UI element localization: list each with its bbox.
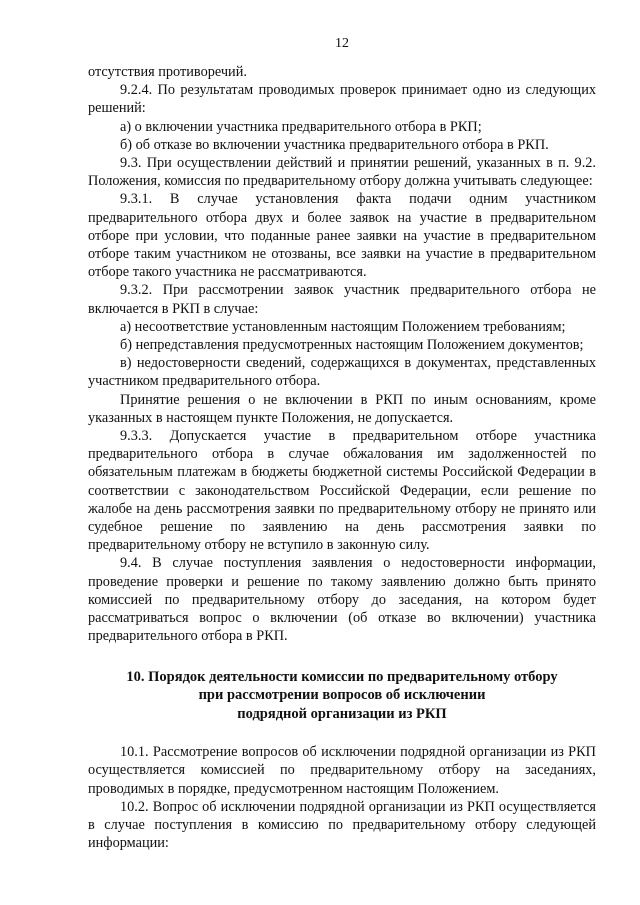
heading-line-3: подрядной организации из РКП	[237, 705, 447, 722]
paragraph: Принятие решения о не включении в РКП по иным основаниям, кроме указанных в настоящем пункте Положения, не допускается.	[88, 391, 596, 426]
paragraph: б) непредставления предусмотренных настоящим Положением документов;	[120, 337, 584, 354]
paragraph: 9.2.4. По результатам проводимых проверок принимает одно из следующих решений:	[88, 82, 596, 117]
paragraph: 10.1. Рассмотрение вопросов об исключении подрядной организации из РКП осуществляется комиссией по предварительному отбору на заседаниях, проводимых в порядке, предусмотренном настоящим Положением.	[88, 744, 596, 797]
document-page	[88, 0, 596, 905]
paragraph: в) недостоверности сведений, содержащихся в документах, представленных участником предварительного отбора.	[88, 355, 596, 390]
paragraph: а) несоответствие установленным настоящим Положением требованиям;	[120, 318, 566, 335]
paragraph: а) о включении участника предварительного отбора в РКП;	[120, 118, 482, 135]
paragraph: 9.4. В случае поступления заявления о недостоверности информации, проведение проверки и решение по такому заявлению должно быть принято комиссией по предварительному отбору до заседания, на котором будет рассматриваться вопрос о включении (об отказе во включении) участника предварительного отбора в РКП.	[88, 555, 596, 645]
document-body	[88, 63, 596, 853]
paragraph: 9.3.2. При рассмотрении заявок участник предварительного отбора не включается в РКП в случае:	[88, 282, 596, 317]
paragraph: отсутствия противоречий.	[88, 64, 247, 80]
section-heading	[88, 668, 596, 724]
heading-line-1: 10. Порядок деятельности комиссии по предварительному отбору	[126, 668, 558, 685]
paragraph: 10.2. Вопрос об исключении подрядной организации из РКП осуществляется в случае поступления в комиссию по предварительному отбору следующей информации:	[88, 798, 596, 852]
heading-line-2: при рассмотрении вопросов об исключении	[198, 687, 486, 704]
paragraph: 9.3.1. В случае установления факта подачи одним участником предварительного отбора двух и более заявок на участие в предварительном отборе при условии, что поданные ранее заявки на участие в предварительном отборе таким участником не отозваны, все заявки на участие в предварительном отборе такого участника не рассматриваются.	[88, 191, 596, 281]
paragraph: 9.3. При осуществлении действий и принятии решений, указанных в п. 9.2. Положения, комиссия по предварительному отбору должна учитывать следующее:	[88, 155, 596, 190]
paragraph: 9.3.3. Допускается участие в предварительном отборе участника предварительного отбора в случае обжалования им задолженностей по обязательным платежам в бюджеты бюджетной системы Российской Федерации в соответствии с законодательством Российской Федерации, если решение по жалобе на день рассмотрения заявки по предварительному отбору не принято или судебное решение по заявлению на день рассмотрения заявки по предварительному отбору не вступило в законную силу.	[88, 428, 596, 554]
page-number: 12	[335, 36, 349, 51]
section-9-continuation	[88, 63, 596, 646]
section-10-body	[88, 743, 596, 852]
paragraph: б) об отказе во включении участника предварительного отбора в РКП.	[120, 136, 549, 153]
